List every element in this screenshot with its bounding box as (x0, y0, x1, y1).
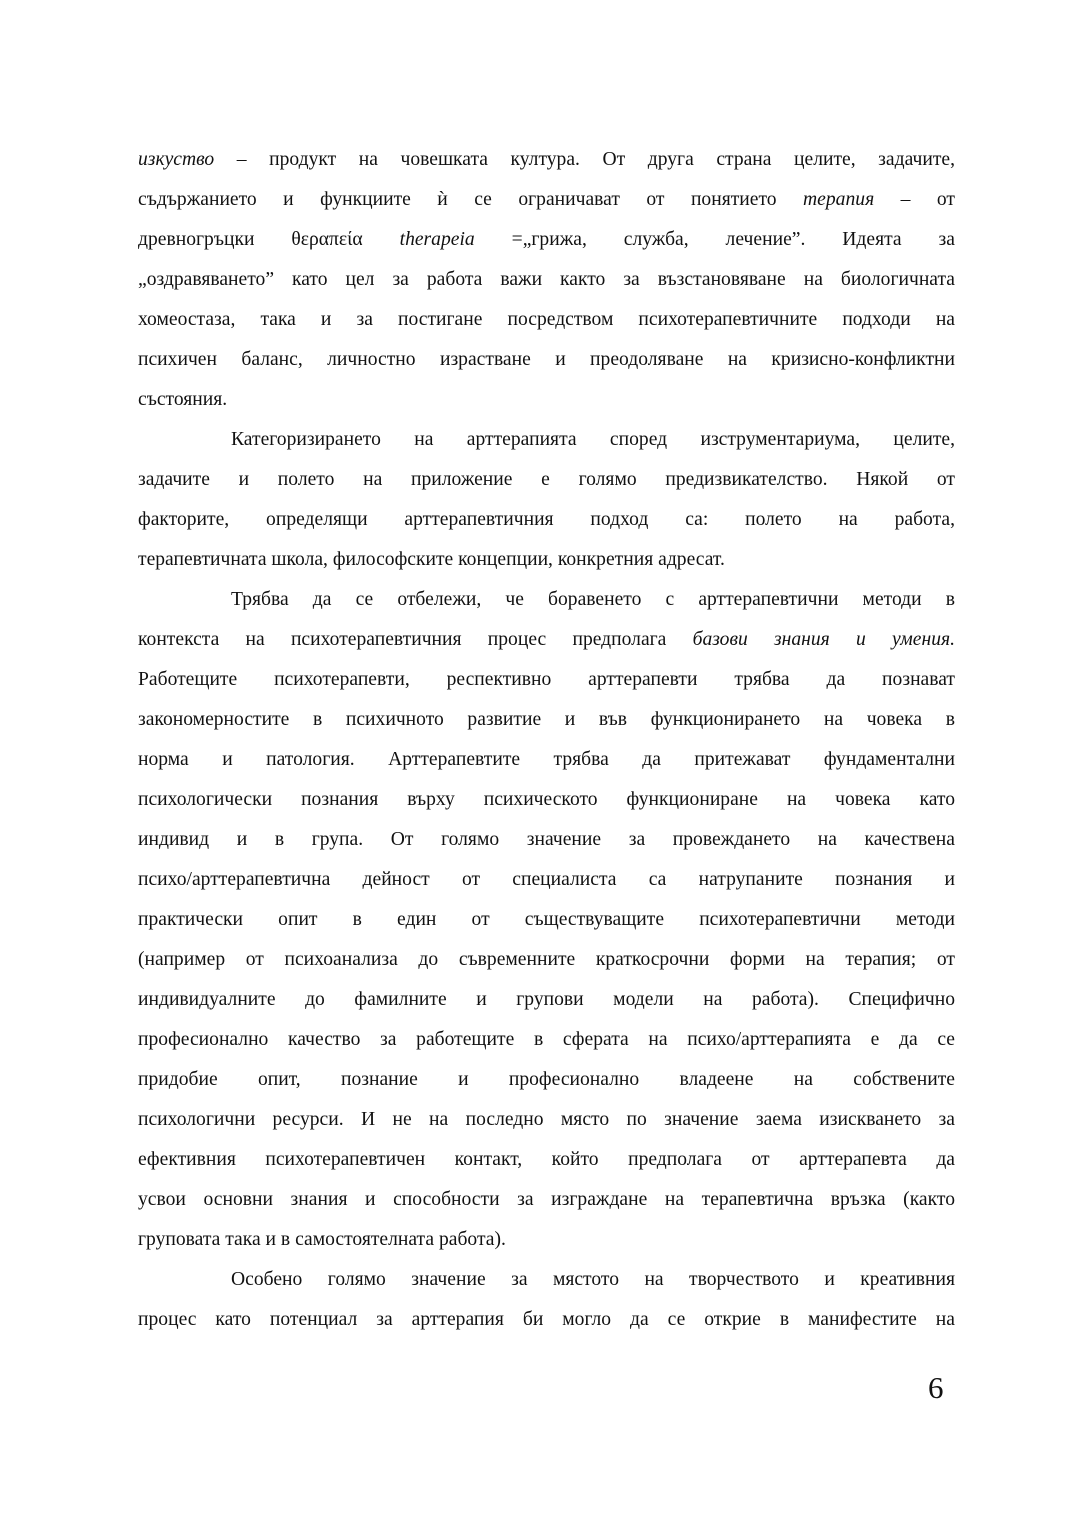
text-segment: (например от психоанализа до съвременните краткосрочни форми на терапия; от (138, 949, 955, 970)
text-line (138, 700, 955, 740)
italic-text: терапия (803, 189, 875, 210)
paragraph (138, 420, 955, 580)
text-line (138, 780, 955, 820)
text-segment: Категоризирането на арттерапията според изструментариума, целите, (231, 429, 955, 450)
text-line (138, 1100, 955, 1140)
paragraph (138, 580, 955, 1260)
text-line (138, 300, 955, 340)
text-segment: терапевтичната школа, философските концепции, конкретния адресат. (138, 549, 725, 570)
text-segment: хомеостаза, така и за постигане посредством психотерапевтичните подходи на (138, 309, 955, 330)
text-line (138, 260, 955, 300)
text-segment: състояния. (138, 389, 228, 410)
text-segment: задачите и полето на приложение е голямо предизвикателство. Някой от (138, 469, 955, 490)
text-segment: практически опит в един от съществуващите психотерапевтични методи (138, 909, 955, 930)
text-segment: „оздравяването” като цел за работа важи както за възстановяване на биологичната (138, 269, 955, 290)
text-segment: древногръцки θεραπεία (138, 229, 400, 250)
text-segment: =„грижа, служба, лечение”. Идеята за (474, 229, 955, 250)
text-line (138, 1140, 955, 1180)
text-line (138, 380, 955, 420)
text-line (138, 980, 955, 1020)
text-line (138, 540, 955, 580)
text-segment: психологични ресурси. И не на последно място по значение заема изискването за (138, 1109, 955, 1130)
text-line (138, 1180, 955, 1220)
text-line (138, 740, 955, 780)
text-line (138, 1020, 955, 1060)
text-line (138, 420, 955, 460)
text-segment: груповата така и в самостоятелната работа). (138, 1229, 506, 1250)
text-segment: индивидуалните до фамилните и групови модели на работа). Специфично (138, 989, 955, 1010)
text-segment: Особено голямо значение за мястото на творчеството и креативния (231, 1269, 955, 1290)
text-segment: усвои основни знания и способности за изграждане на терапевтична връзка (както (138, 1189, 955, 1210)
text-segment: закономерностите в психичното развитие и във функционирането на човека в (138, 709, 955, 730)
text-segment: контекста на психотерапевтичния процес предполага (138, 629, 693, 650)
text-line (138, 860, 955, 900)
text-segment: съдържанието и функциите ѝ се ограничават от понятието (138, 189, 804, 210)
text-line (138, 140, 955, 180)
italic-text: изкуство (138, 149, 215, 170)
text-line (138, 940, 955, 980)
italic-text: therapeia (399, 229, 475, 250)
text-line (138, 820, 955, 860)
document-body (138, 140, 955, 1340)
text-segment: Трябва да се отбележи, че боравенето с арттерапевтични методи в (231, 589, 955, 610)
text-line (138, 1060, 955, 1100)
text-line (138, 460, 955, 500)
paragraph (138, 1260, 955, 1340)
text-line (138, 180, 955, 220)
text-line (138, 220, 955, 260)
text-line (138, 500, 955, 540)
paragraph (138, 140, 955, 420)
page-number: 6 (928, 1370, 944, 1405)
text-segment: факторите, определящи арттерапевтичния подход са: полето на работа, (138, 509, 955, 530)
text-segment: процес като потенциал за арттерапия би могло да се открие в манифестите на (138, 1309, 955, 1330)
italic-text: базови знания и умения. (692, 629, 955, 650)
text-line (138, 900, 955, 940)
text-segment: професионално качество за работещите в сферата на психо/арттерапията е да се (138, 1029, 955, 1050)
text-segment: психологически познания върху психическото функциониране на човека като (138, 789, 955, 810)
text-segment: ефективния психотерапевтичен контакт, който предполага от арттерапевта да (138, 1149, 955, 1170)
text-line (138, 1220, 955, 1260)
text-segment: придобие опит, познание и професионално владеене на собствените (138, 1069, 955, 1090)
text-segment: Работещите психотерапевти, респективно арттерапевти трябва да познават (138, 669, 955, 690)
text-segment: – от (874, 189, 955, 210)
text-line (138, 580, 955, 620)
text-segment: психичен баланс, личностно израстване и преодоляване на кризисно-конфликтни (138, 349, 955, 370)
text-segment: психо/арттерапевтична дейност от специалиста са натрупаните познания и (138, 869, 955, 890)
text-segment: норма и патология. Арттерапевтите трябва да притежават фундаментални (138, 749, 955, 770)
text-line (138, 660, 955, 700)
text-segment: индивид и в група. От голямо значение за провеждането на качествена (138, 829, 955, 850)
text-line (138, 1260, 955, 1300)
text-line (138, 1300, 955, 1340)
text-line (138, 620, 955, 660)
text-line (138, 340, 955, 380)
text-segment: – продукт на човешката култура. От друга страна целите, задачите, (214, 149, 955, 170)
